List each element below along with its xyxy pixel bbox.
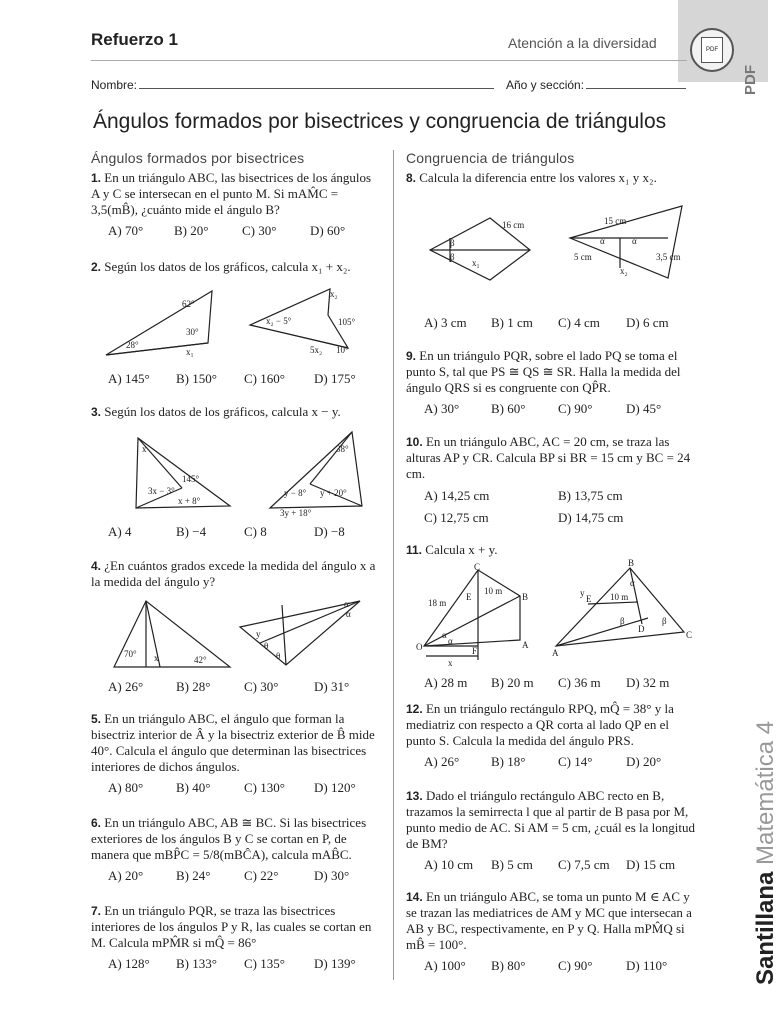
option[interactable]: A) 3 cm: [424, 315, 467, 330]
option[interactable]: D) 60°: [310, 223, 346, 238]
question-12: [406, 701, 696, 749]
option[interactable]: C) 7,5 cm: [558, 857, 610, 872]
label: α: [346, 609, 351, 619]
option[interactable]: A) 26°: [108, 679, 144, 694]
figure-q4: [100, 595, 385, 675]
label: y − 8°: [284, 488, 307, 498]
section-heading-right: Congruencia de triángulos: [406, 150, 575, 166]
option[interactable]: A) 30°: [424, 401, 460, 416]
question-2: [91, 259, 381, 275]
option[interactable]: C) 30°: [242, 223, 277, 238]
figure-q3: [100, 428, 380, 520]
question-number: 13.: [406, 789, 423, 803]
year-underline[interactable]: [586, 79, 686, 89]
label: 3x − 3°: [148, 486, 175, 496]
label: C: [474, 562, 481, 572]
options-5: [108, 780, 356, 796]
question-6: [91, 815, 381, 863]
page-title: Ángulos formados por bisectrices y congruencia de triángulos: [93, 110, 667, 133]
label: D: [638, 624, 645, 634]
label: 18 m: [428, 598, 447, 608]
option[interactable]: C) 130°: [244, 780, 285, 795]
label: E: [586, 594, 592, 604]
label: 16 cm: [502, 220, 525, 230]
option[interactable]: C) 14°: [558, 754, 593, 769]
label: B: [522, 592, 529, 602]
label: 3,5 cm: [656, 252, 681, 262]
option[interactable]: D) 31°: [314, 679, 350, 694]
question-number: 4.: [91, 559, 102, 573]
book-name: Matemática 4: [752, 720, 779, 865]
option[interactable]: B) 133°: [176, 956, 217, 971]
name-label: Nombre:: [91, 78, 138, 92]
question-number: 2.: [91, 260, 102, 274]
question-text: En un triángulo rectángulo RPQ, mQ̂ = 38° y la mediatriz con respecto a QR corta al lado QP en el punto S. Calcula la medida del ángulo PRS.: [406, 701, 674, 748]
label: α: [632, 236, 637, 246]
option[interactable]: D) 20°: [626, 754, 662, 769]
label: 5x₂: [310, 345, 323, 355]
question-number: 14.: [406, 890, 423, 904]
option[interactable]: A) 80°: [108, 780, 144, 795]
question-number: 9.: [406, 349, 417, 363]
question-number: 5.: [91, 712, 102, 726]
options-13: [424, 857, 675, 873]
option[interactable]: B) 28°: [176, 679, 211, 694]
question-number: 1.: [91, 171, 102, 185]
question-14: [406, 889, 696, 953]
options-2: [108, 371, 356, 387]
option[interactable]: C) 12,75 cm: [424, 510, 489, 525]
label: α: [442, 630, 447, 640]
label: 10 m: [610, 592, 629, 602]
label: A: [522, 640, 529, 650]
option[interactable]: B) 40°: [176, 780, 211, 795]
option[interactable]: C) 90°: [558, 958, 593, 973]
label: β: [450, 238, 455, 248]
question-text: Según los datos de los gráficos, calcula x₁ + x₂.: [104, 259, 351, 274]
option[interactable]: D) −8: [314, 524, 345, 539]
label: x₁: [186, 347, 194, 357]
option[interactable]: C) 8: [244, 524, 267, 539]
segment: [588, 602, 638, 604]
option[interactable]: D) 120°: [314, 780, 356, 795]
figure-q8: [420, 198, 690, 298]
label: x + 8°: [178, 496, 201, 506]
option[interactable]: B) 24°: [176, 868, 211, 883]
label: 145°: [182, 474, 200, 484]
label: x: [142, 444, 147, 454]
question-number: 12.: [406, 702, 423, 716]
question-text: Calcula la diferencia entre los valores x₁ y x₂.: [419, 170, 657, 185]
question-10: [406, 434, 696, 482]
question-number: 7.: [91, 904, 102, 918]
triangle-shape: [106, 291, 212, 355]
label: y: [580, 588, 585, 598]
segment: [310, 432, 352, 484]
pdf-icon-label: PDF: [701, 37, 723, 63]
label: 10 m: [484, 586, 503, 596]
options-6: [108, 868, 349, 884]
option[interactable]: D) 32 m: [626, 675, 670, 690]
label: 15 cm: [604, 216, 627, 226]
option[interactable]: A) 128°: [108, 956, 150, 971]
options-14: [424, 958, 667, 974]
pdf-icon: [690, 28, 734, 72]
option[interactable]: A) 14,25 cm: [424, 488, 490, 503]
question-text: En un triángulo ABC, AC = 20 cm, se traza las alturas AP y CR. Calcula BP si BR = 15 cm y BC = 24 cm.: [406, 434, 691, 481]
name-underline[interactable]: [139, 79, 494, 89]
option[interactable]: D) 45°: [626, 401, 662, 416]
option[interactable]: A) 100°: [424, 958, 466, 973]
year-label: Año y sección:: [506, 78, 585, 92]
question-text: En un triángulo ABC, las bisectrices de los ángulos A y C se intersecan en el punto M. Si mAM̂C = 3,5(mB̂), ¿cuánto mide el ángulo B?: [91, 170, 372, 217]
label: α: [344, 599, 349, 609]
label: x₂: [330, 289, 338, 299]
question-5: [91, 711, 381, 775]
option[interactable]: A) 4: [108, 524, 132, 539]
options-8: [424, 315, 669, 331]
question-text: En un triángulo PQR, sobre el lado PQ se toma el punto S, tal que PS ≅ QS ≅ SR. Halla la medida del ángulo QRS si es congruente con QP̂R.: [406, 348, 681, 395]
label: 10°: [336, 345, 349, 355]
label: x: [448, 658, 453, 668]
label: α: [630, 578, 635, 588]
option[interactable]: A) 145°: [108, 371, 150, 386]
option[interactable]: B) 60°: [491, 401, 526, 416]
option[interactable]: B) −4: [176, 524, 207, 539]
options-10b: [424, 510, 623, 526]
question-text: En un triángulo ABC, AB ≅ BC. Si las bisectrices exteriores de los ángulos B y C se cortan en P, de manera que mBP̂C = 5/8(mBĈA), calcula mAB̂C.: [91, 815, 367, 862]
options-10a: [424, 488, 623, 504]
question-number: 8.: [406, 171, 417, 185]
side-brand: [752, 721, 780, 985]
options-12: [424, 754, 661, 770]
option[interactable]: C) 90°: [558, 401, 593, 416]
question-1: [91, 170, 381, 218]
option[interactable]: B) 18°: [491, 754, 526, 769]
question-4: [91, 558, 381, 590]
figure-q2: [100, 283, 380, 368]
label: 38°: [336, 444, 349, 454]
option[interactable]: D) 15 cm: [626, 857, 676, 872]
options-7: [108, 956, 356, 972]
option[interactable]: B) 13,75 cm: [558, 488, 623, 503]
question-text: Según los datos de los gráficos, calcula x − y.: [104, 404, 341, 419]
option[interactable]: B) 1 cm: [491, 315, 533, 330]
label: β: [662, 616, 667, 626]
question-text: En un triángulo ABC, el ángulo que forman la bisectriz interior de Â y la bisectriz exterior de B̂ mide 40°. Calcula el ángulo que determinan las bisectrices interiores de dichos ángulos.: [91, 711, 375, 774]
question-3: [91, 404, 381, 420]
option[interactable]: A) 70°: [108, 223, 144, 238]
option[interactable]: A) 10 cm: [424, 857, 474, 872]
segment: [630, 568, 642, 624]
question-11: [406, 542, 696, 558]
section-heading-left: Ángulos formados por bisectrices: [91, 150, 305, 166]
option[interactable]: C) 30°: [244, 679, 279, 694]
question-text: ¿En cuántos grados excede la medida del ángulo x a la medida del ángulo y?: [91, 558, 376, 589]
label: α: [600, 236, 605, 246]
question-text: Dado el triángulo rectángulo ABC recto en B, trazamos la semirrecta l que al partir de B pasa por M, punto medio de AC. Si AM = 5 cm, ¿cuál es la longitud de BM?: [406, 788, 695, 851]
options-1: [108, 223, 345, 239]
label: A: [552, 648, 559, 658]
worksheet-subtitle: Atención a la diversidad: [508, 35, 657, 51]
label: 28°: [126, 340, 139, 350]
column-divider: [393, 150, 394, 980]
label: θ: [264, 641, 269, 651]
option[interactable]: A) 26°: [424, 754, 460, 769]
label: 105°: [338, 317, 356, 327]
label: 62°: [182, 299, 195, 309]
question-13: [406, 788, 696, 852]
label: y + 20°: [320, 488, 347, 498]
option[interactable]: D) 30°: [314, 868, 350, 883]
year-field[interactable]: [506, 78, 686, 92]
option[interactable]: C) 22°: [244, 868, 279, 883]
option[interactable]: C) 135°: [244, 956, 285, 971]
label: O: [416, 642, 423, 652]
question-number: 10.: [406, 435, 423, 449]
label: θ: [276, 651, 281, 661]
question-8: [406, 170, 696, 186]
option[interactable]: D) 6 cm: [626, 315, 669, 330]
label: 42°: [194, 655, 207, 665]
label: 3y + 18°: [280, 508, 312, 518]
label: x₂: [620, 266, 628, 276]
name-field[interactable]: [91, 78, 494, 92]
label: 70°: [124, 649, 137, 659]
label: x₂ − 5°: [266, 316, 292, 326]
triangle-shape: [556, 568, 684, 646]
label: 5 cm: [574, 252, 592, 262]
options-3: [108, 524, 345, 540]
pdf-tab-label: PDF: [742, 65, 759, 95]
option[interactable]: A) 20°: [108, 868, 144, 883]
worksheet-title: Refuerzo 1: [91, 30, 178, 49]
option[interactable]: B) 150°: [176, 371, 217, 386]
option[interactable]: C) 36 m: [558, 675, 601, 690]
option[interactable]: D) 139°: [314, 956, 356, 971]
question-7: [91, 903, 381, 951]
option[interactable]: C) 4 cm: [558, 315, 600, 330]
header-divider: [91, 60, 687, 61]
label: y: [256, 629, 261, 639]
question-number: 3.: [91, 405, 102, 419]
option[interactable]: A) 28 m: [424, 675, 468, 690]
question-9: [406, 348, 696, 396]
option[interactable]: B) 20 m: [491, 675, 534, 690]
question-text: En un triángulo ABC, se toma un punto M ∈ AC y se trazan las mediatrices de AM y MC que intersecan a AB y BC, respectivamente, en P y Q. Halla mPM̂Q si mB̂ = 100°.: [406, 889, 692, 952]
options-11: [424, 675, 669, 691]
label: F: [472, 646, 478, 656]
label: β: [450, 252, 455, 262]
option[interactable]: B) 80°: [491, 958, 526, 973]
options-4: [108, 679, 349, 695]
options-9: [424, 401, 661, 417]
option[interactable]: D) 14,75 cm: [558, 510, 624, 525]
segment: [250, 325, 348, 348]
segment: [282, 605, 286, 665]
question-text: En un triángulo PQR, se traza las bisectrices interiores de los ángulos P y R, las cuales se cortan en M. Calcula mPM̂R si mQ̂ = 86°: [91, 903, 372, 950]
brand-name: Santillana: [752, 871, 779, 985]
option[interactable]: B) 20°: [174, 223, 209, 238]
option[interactable]: D) 110°: [626, 958, 668, 973]
question-text: Calcula x + y.: [425, 542, 498, 557]
figure-q11: [416, 560, 696, 670]
option[interactable]: B) 5 cm: [491, 857, 533, 872]
question-number: 6.: [91, 816, 102, 830]
label: B: [628, 558, 635, 568]
option[interactable]: D) 175°: [314, 371, 356, 386]
label: x: [154, 653, 159, 663]
label: E: [466, 592, 472, 602]
option[interactable]: C) 160°: [244, 371, 285, 386]
label: x₁: [472, 258, 480, 268]
label: 30°: [186, 327, 199, 337]
label: β: [620, 616, 625, 626]
question-number: 11.: [406, 543, 423, 557]
quadrilateral-shape: [424, 570, 520, 646]
label: C: [686, 630, 693, 640]
label: α: [448, 636, 453, 646]
